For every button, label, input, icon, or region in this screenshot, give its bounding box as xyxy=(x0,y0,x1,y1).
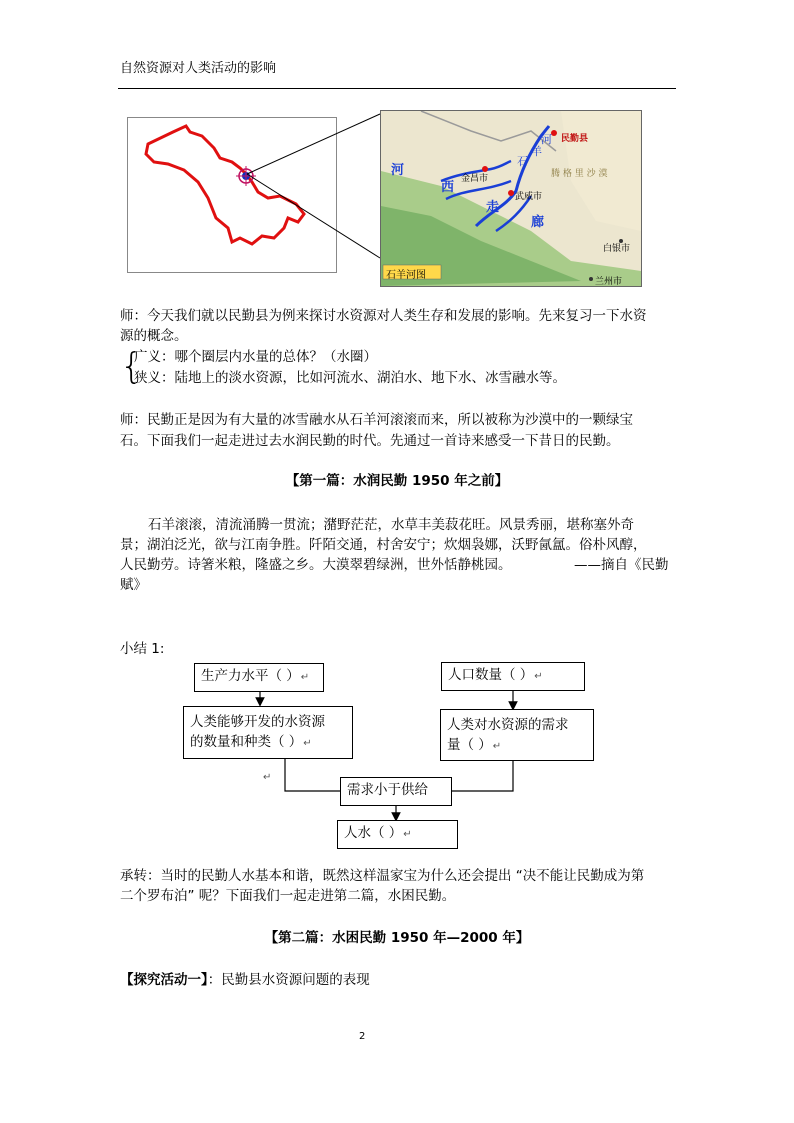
poem-line-1: 石羊滚滚，清流涌腾一贯流；潴野茫茫，水草丰美菽花旺。风景秀丽，堪称塞外奇 xyxy=(148,517,634,533)
connector-left xyxy=(285,759,340,791)
poem-line-2: 景；湖泊泛光，欲与江南争胜。阡陌交通，村舍安宁；炊烟袅娜，沃野氤氲。俗朴风醇， xyxy=(120,537,647,553)
transition-line-2: 二个罗布泊” 呢？下面我们一起走进第二篇，水困民勤。 xyxy=(120,888,456,904)
inquiry-activity-1: 【探究活动一】：民勤县水资源问题的表现 xyxy=(120,972,370,988)
box-productivity: 生产力水平（ ）↵ xyxy=(194,663,324,692)
paragraph-2-line-1: 师：民勤正是因为有大量的冰雪融水从石羊河滚滚而来，所以被称为沙漠中的一颗绿宝 xyxy=(120,412,633,428)
paragraph-1-line-1: 师：今天我们就以民勤县为例来探讨水资源对人类生存和发展的影响。先来复习一下水资 xyxy=(120,308,647,324)
page-number: 2 xyxy=(359,1031,366,1042)
box-exploitable-resources: 人类能够开发的水资源 的数量和种类（ ）↵ xyxy=(183,706,353,759)
return-mark: ↵ xyxy=(263,772,272,783)
poem-line-3: 人民勤劳。诗箸米粮，隆盛之乡。大漠翠碧绿洲，世外恬静桃园。 xyxy=(120,557,512,573)
box-demand-supply: 需求小于供给 xyxy=(340,777,452,806)
connector-right xyxy=(452,761,513,791)
definition-broad: 广义：哪个圈层内水量的总体？（水圈） xyxy=(134,349,377,365)
definition-narrow: 狭义：陆地上的淡水资源，比如河流水、湖泊水、地下水、冰雪融水等。 xyxy=(134,370,566,386)
paragraph-2-line-2: 石。下面我们一起走进过去水润民勤的时代。先通过一首诗来感受一下昔日的民勤。 xyxy=(120,433,620,449)
poem-source: ——摘自《民勤 xyxy=(574,557,669,573)
page-header: 自然资源对人类活动的影响 xyxy=(120,61,277,76)
map-legend-title: 石羊河图 xyxy=(386,270,426,281)
poem-line-4: 赋》 xyxy=(120,577,147,593)
section-1-title: 【第一篇：水润民勤 1950 年之前】 xyxy=(285,473,509,489)
shiyang-river-map: 石羊河图 河 西 走 廊 石 羊 河 民勤县 金昌市 武威市 白银市 兰州市 腾 格 里 沙 漠 xyxy=(380,110,642,287)
section-2-title: 【第二篇：水困民勤 1950 年—2000 年】 xyxy=(264,930,530,946)
box-water-demand: 人类对水资源的需求 量（ ）↵ xyxy=(440,709,594,761)
paragraph-1-line-2: 源的概念。 xyxy=(120,328,188,344)
box-population: 人口数量（ ）↵ xyxy=(441,662,585,691)
summary-label: 小结 1: xyxy=(120,641,165,657)
box-human-water-relation: 人水（ ）↵ xyxy=(337,820,458,849)
definition-brace: { xyxy=(120,346,143,387)
transition-line-1: 承转：当时的民勤人水基本和谐，既然这样温家宝为什么还会提出 “决不能让民勤成为第 xyxy=(120,868,645,884)
